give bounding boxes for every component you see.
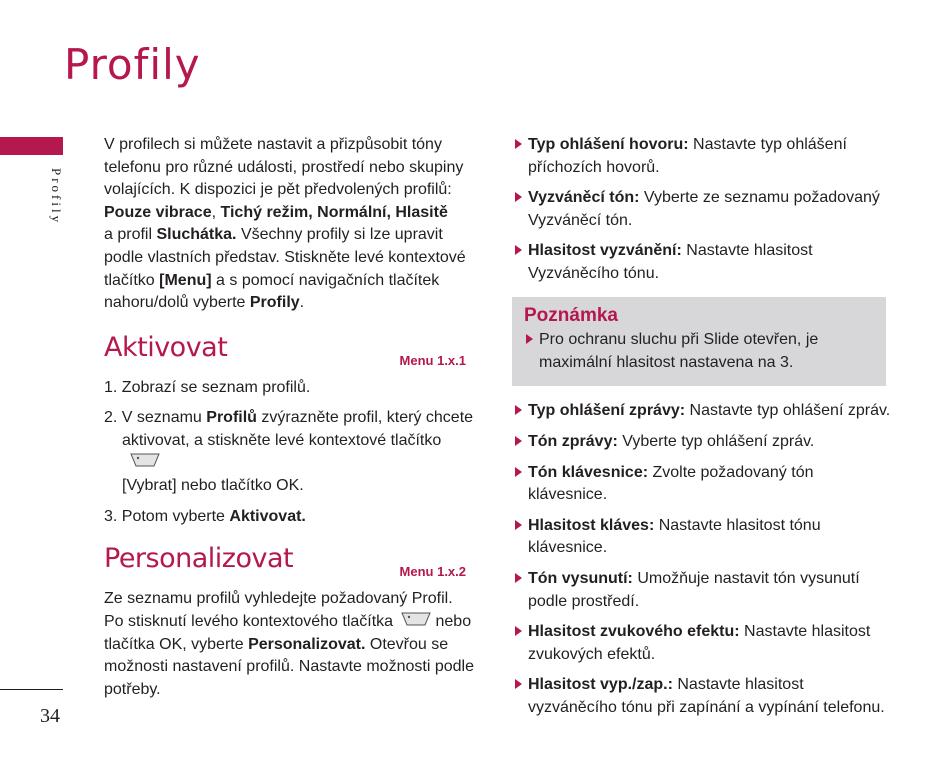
option-text: Nastavte hlasitost Vyzváněcího tónu. [528, 242, 813, 282]
intro-text: Všechny profily si lze upravit podle vlastních představ. Stiskněte levé kontextové tlačítko [104, 226, 466, 289]
option-label: Tón vysunutí: [528, 569, 633, 587]
triangle-bullet-icon [526, 334, 533, 344]
personalize-text: Ze seznamu profilů vyhledejte požadovaný Profil. Po stisknutí levého kontextového tlačítka [104, 590, 453, 630]
option-item [513, 515, 893, 560]
option-text: Umožňuje nastavit tón vysunutí podle prostředí. [528, 569, 860, 610]
triangle-bullet-icon [515, 139, 522, 149]
option-label: Hlasitost kláves: [528, 516, 655, 534]
option-item [513, 187, 893, 232]
option-text: Nastavte typ ohlášení příchozích hovorů. [528, 136, 847, 176]
step-bold: Aktivovat. [229, 507, 306, 525]
step-text: [Vybrat] nebo tlačítko OK. [122, 477, 304, 495]
step-item [104, 377, 476, 400]
option-text: Nastavte hlasitost zvukových efektů. [528, 623, 871, 663]
option-item [513, 400, 893, 423]
option-item [513, 621, 893, 666]
intro-text: . [299, 294, 305, 312]
step-text: 1. Zobrazí se seznam profilů. [104, 378, 311, 396]
triangle-bullet-icon [515, 245, 522, 255]
option-label: Vyzváněcí tón: [528, 189, 640, 207]
personalize-text: nebo tlačítka OK, vyberte [104, 612, 472, 653]
right-column [513, 134, 893, 727]
intro-text: , [211, 203, 221, 221]
step-text: zvýrazněte profil, který chcete aktivovat, a stiskněte levé kontextové tlačítko [122, 409, 474, 449]
personalize-bold: Personalizovat. [248, 635, 366, 653]
option-label: Tón klávesnice: [528, 463, 649, 481]
intro-bold: Sluchátka. [156, 226, 237, 244]
page-title: Profily [64, 40, 201, 89]
step-item [104, 506, 476, 529]
note-box [512, 297, 886, 387]
triangle-bullet-icon [515, 467, 522, 477]
option-item [513, 674, 893, 719]
intro-text: a s pomocí navigačních tlačítek nahoru/dolů vyberte [104, 271, 440, 312]
intro-bold: Profily [249, 294, 300, 312]
option-item [513, 568, 893, 613]
side-tab-marker [0, 137, 63, 155]
left-soft-key-icon [130, 452, 160, 468]
page-number-rule [0, 689, 63, 690]
personalize-menu-ref: Menu 1.x.2 [399, 564, 466, 580]
step-item [104, 407, 476, 497]
activate-steps [104, 377, 476, 529]
option-text: Vyberte ze seznamu požadovaný Vyzváněcí tón. [528, 189, 880, 229]
note-title: Poznámka [524, 304, 618, 326]
option-item [513, 134, 893, 179]
option-item [513, 240, 893, 285]
page-number: 34 [40, 705, 60, 727]
option-label: Typ ohlášení hovoru: [528, 136, 689, 153]
triangle-bullet-icon [515, 573, 522, 583]
activate-menu-ref: Menu 1.x.1 [399, 352, 466, 368]
triangle-bullet-icon [515, 626, 522, 636]
option-label: Typ ohlášení zprávy: [528, 402, 686, 420]
triangle-bullet-icon [515, 520, 522, 530]
triangle-bullet-icon [515, 679, 522, 689]
option-item [513, 431, 893, 454]
intro-paragraph [104, 134, 476, 315]
option-label: Hlasitost zvukového efektu: [528, 623, 740, 641]
left-soft-key-icon [401, 611, 431, 627]
activate-heading-row [104, 331, 476, 377]
intro-bold: Pouze vibrace [104, 203, 212, 221]
option-text: Nastavte hlasitost vyzváněcího tónu při zapínání a vypínání telefonu. [528, 676, 885, 716]
triangle-bullet-icon [515, 405, 522, 415]
option-text: Vyberte typ ohlášení zpráv. [617, 432, 815, 450]
personalize-text: Otevřou se možnosti nastavení profilů. Nastavte možnosti podle potřeby. [104, 635, 474, 698]
left-column [104, 134, 476, 701]
triangle-bullet-icon [515, 192, 522, 202]
personalize-heading: Personalizovat [104, 543, 294, 575]
intro-bold: Tichý režim, Normální, Hlasitě [220, 203, 448, 221]
note-text: Pro ochranu sluchu při Slide otevřen, je maximální hlasitost nastavena na 3. [539, 331, 819, 371]
option-item [513, 462, 893, 507]
step-text: 2. V seznamu [104, 409, 207, 427]
option-text: Zvolte požadovaný tón klávesnice. [528, 463, 814, 504]
intro-bold: [Menu] [159, 271, 212, 289]
option-label: Hlasitost vyp./zap.: [528, 676, 673, 694]
activate-heading: Aktivovat [104, 331, 228, 363]
personalize-heading-row [104, 543, 476, 588]
option-label: Tón zprávy: [528, 432, 618, 450]
step-text: 3. Potom vyberte [104, 507, 230, 525]
note-item [524, 329, 874, 374]
triangle-bullet-icon [515, 436, 522, 446]
option-label: Hlasitost vyzvánění: [528, 242, 682, 260]
side-section-label: Profily [49, 168, 64, 226]
step-bold: Profilů [206, 409, 257, 427]
option-text: Nastavte typ ohlášení zpráv. [685, 402, 891, 420]
intro-text: a profil [104, 226, 157, 244]
personalize-paragraph [104, 588, 476, 701]
intro-text: V profilech si můžete nastavit a přizpůsobit tóny telefonu pro různé události, prostředí nebo skupiny volajících. K dispozici je pět předvolených profilů: [104, 136, 464, 199]
option-text: Nastavte hlasitost tónu klávesnice. [528, 516, 821, 557]
